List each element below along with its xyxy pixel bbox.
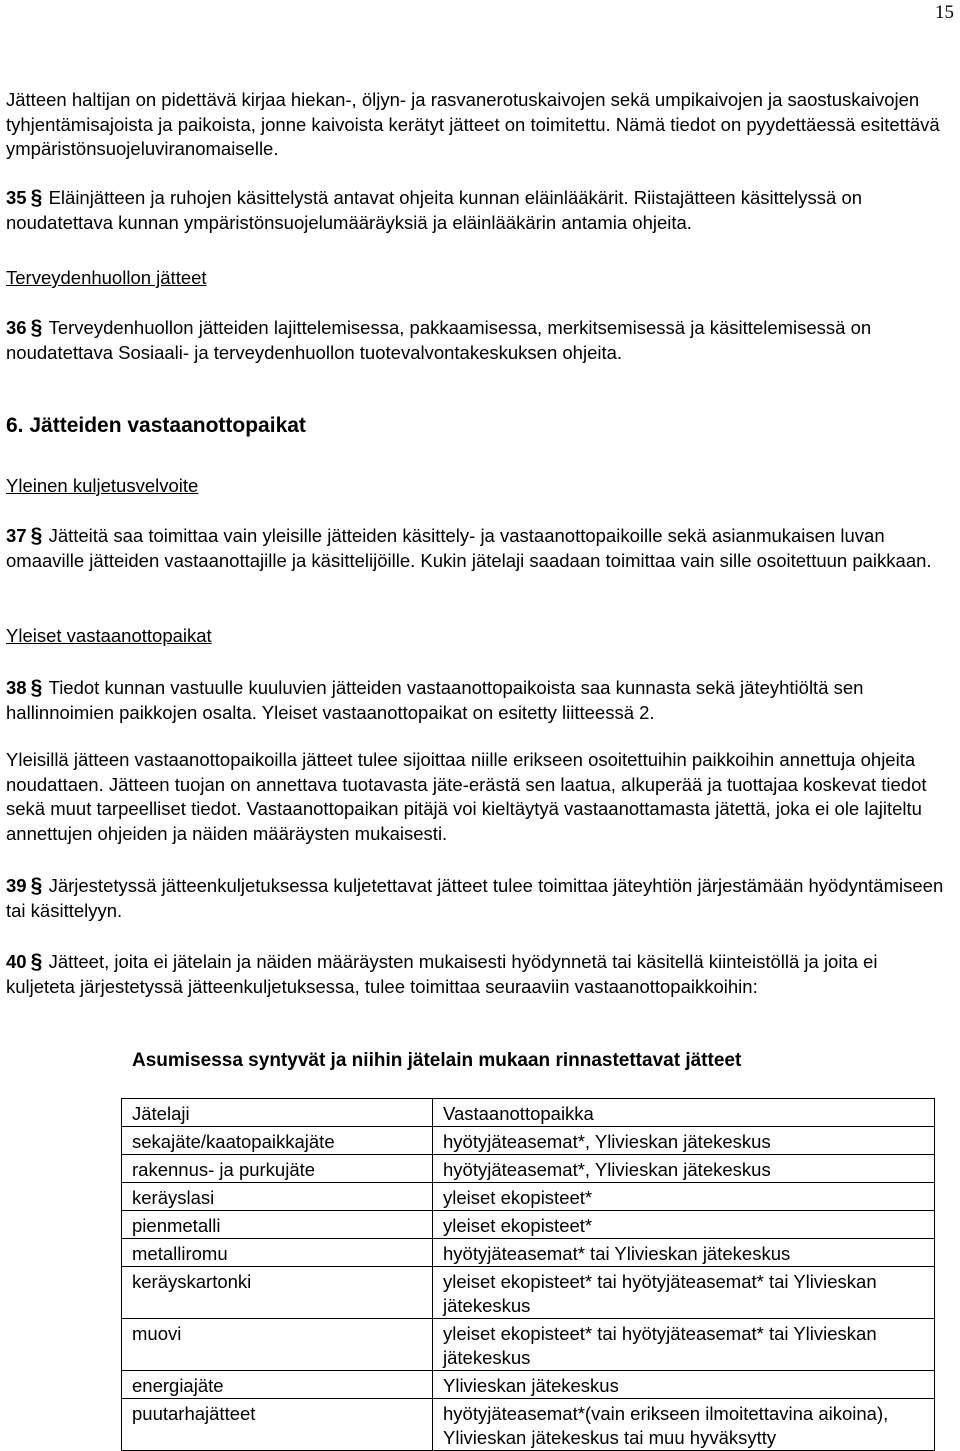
section-37 xyxy=(6,524,950,573)
table-header-row xyxy=(122,1099,935,1127)
table-title: Asumisessa syntyvät ja niihin jätelain mukaan rinnastettavat jätteet xyxy=(132,1050,742,1071)
reception-place-cell: hyötyjäteasemat*(vain erikseen ilmoitettavina aikoina), Ylivieskan jätekeskus tai muu hyväksytty xyxy=(433,1399,935,1451)
section-36 xyxy=(6,316,950,365)
table-row xyxy=(122,1211,935,1239)
reception-place-cell: hyötyjäteasemat*, Ylivieskan jätekeskus xyxy=(433,1155,935,1183)
section-number: 35 xyxy=(6,187,27,208)
section-sign-icon xyxy=(29,525,47,547)
section-text: Terveydenhuollon jätteiden lajittelemisessa, pakkaamisessa, merkitsemisessä ja käsittelemisessä on noudatettava Sosiaali- ja terveydenhuollon tuotevalvontakeskuksen ohjeita. xyxy=(6,317,872,363)
paragraph-reception-rules: Yleisillä jätteen vastaanottopaikoilla jätteet tulee sijoittaa niille erikseen osoitettuihin paikkoihin annettuja ohjeita noudattaen. Jätteen tuojan on annettava tuotavasta jäte-erästä sen laatua, alkuperää ja tuottajaa koskevat tiedot sekä muut tarpeelliset tiedot. Vastaanottopaikan pitäjä voi kieltäytyä vastaanottamasta jätettä, joka ei ole lajiteltu annettujen ohjeiden ja näiden määräysten mukaisesti. xyxy=(6,749,927,844)
table-row xyxy=(122,1155,935,1183)
reception-place-cell: yleiset ekopisteet* xyxy=(433,1183,935,1211)
section-text: Järjestetyssä jätteenkuljetuksessa kuljetettavat jätteet tulee toimittaa jäteyhtiön järjestämään hyödyntämiseen tai käsittelyyn. xyxy=(6,875,944,921)
waste-type-cell: energiajäte xyxy=(122,1371,433,1399)
section-sign-icon xyxy=(29,677,47,699)
reception-place-cell: yleiset ekopisteet* xyxy=(433,1211,935,1239)
section-number: 40 xyxy=(6,951,27,972)
reception-place-cell: yleiset ekopisteet* tai hyötyjäteasemat* tai Ylivieskan jätekeskus xyxy=(433,1267,935,1319)
column-header-reception-place: Vastaanottopaikka xyxy=(433,1099,935,1127)
waste-type-cell: keräyskartonki xyxy=(122,1267,433,1319)
reception-place-cell: hyötyjäteasemat* tai Ylivieskan jätekeskus xyxy=(433,1239,935,1267)
section-number: 39 xyxy=(6,875,27,896)
paragraph-record-keeping: Jätteen haltijan on pidettävä kirjaa hiekan-, öljyn- ja rasvanerotuskaivojen sekä umpikaivojen ja saostuskaivojen tyhjentämisajoista ja paikoista, jonne kaivoista kerätyt jätteet on toimitettu. Nämä tiedot on pyydettäessä esitettävä ympäristönsuojeluviranomaiselle. xyxy=(6,89,940,159)
reception-place-cell: Ylivieskan jätekeskus xyxy=(433,1371,935,1399)
waste-type-cell: metalliromu xyxy=(122,1239,433,1267)
table-row xyxy=(122,1319,935,1371)
table-row xyxy=(122,1127,935,1155)
section-text: Jätteitä saa toimittaa vain yleisille jätteiden käsittely- ja vastaanottopaikoille sekä asianmukaisen luvan omaaville jätteiden vastaanottajille ja käsittelijöille. Kukin jätelaji saadaan toimittaa vain sille osoitettuun paikkaan. xyxy=(6,525,932,571)
table-row xyxy=(122,1183,935,1211)
section-text: Eläinjätteen ja ruhojen käsittelystä antavat ohjeita kunnan eläinlääkärit. Riistajätteen käsittelyssä on noudatettava kunnan ympäristönsuojelumääräyksiä ja eläinlääkärin antamia ohjeita. xyxy=(6,187,863,233)
section-text: Tiedot kunnan vastuulle kuuluvien jätteiden vastaanottopaikoista saa kunnasta sekä jäteyhtiöltä sen hallinnoimien paikkojen osalta. Yleiset vastaanottopaikat on esitetty liitteessä 2. xyxy=(6,677,864,723)
section-sign-icon xyxy=(29,317,47,339)
waste-reception-table xyxy=(121,1098,935,1451)
section-number: 37 xyxy=(6,525,27,546)
section-sign-icon xyxy=(29,187,47,209)
page-number: 15 xyxy=(935,2,954,23)
waste-type-cell: muovi xyxy=(122,1319,433,1371)
heading-general-transport: Yleinen kuljetusvelvoite xyxy=(6,475,199,496)
table-row xyxy=(122,1239,935,1267)
section-number: 36 xyxy=(6,317,27,338)
reception-place-cell: yleiset ekopisteet* tai hyötyjäteasemat* tai Ylivieskan jätekeskus xyxy=(433,1319,935,1371)
section-number: 38 xyxy=(6,677,27,698)
section-40 xyxy=(6,950,950,999)
heading-healthcare-waste: Terveydenhuollon jätteet xyxy=(6,267,207,288)
waste-type-cell: pienmetalli xyxy=(122,1211,433,1239)
table-row xyxy=(122,1399,935,1451)
table-row xyxy=(122,1371,935,1399)
reception-place-cell: hyötyjäteasemat*, Ylivieskan jätekeskus xyxy=(433,1127,935,1155)
waste-type-cell: rakennus- ja purkujäte xyxy=(122,1155,433,1183)
section-39 xyxy=(6,874,950,923)
table-row xyxy=(122,1267,935,1319)
heading-public-reception: Yleiset vastaanottopaikat xyxy=(6,625,212,646)
section-35 xyxy=(6,186,950,235)
waste-type-cell: sekajäte/kaatopaikkajäte xyxy=(122,1127,433,1155)
section-text: Jätteet, joita ei jätelain ja näiden määräysten mukaisesti hyödynnetä tai käsitellä kiinteistöllä ja joita ei kuljeteta järjestetyssä jätteenkuljetuksessa, tulee toimittaa seuraaviin vastaanottopaikkoihin: xyxy=(6,951,878,997)
section-38 xyxy=(6,676,950,725)
waste-type-cell: keräyslasi xyxy=(122,1183,433,1211)
column-header-waste-type: Jätelaji xyxy=(122,1099,433,1127)
waste-type-cell: puutarhajätteet xyxy=(122,1399,433,1451)
chapter-heading: 6. Jätteiden vastaanottopaikat xyxy=(6,414,306,437)
section-sign-icon xyxy=(29,951,47,973)
section-sign-icon xyxy=(29,875,47,897)
